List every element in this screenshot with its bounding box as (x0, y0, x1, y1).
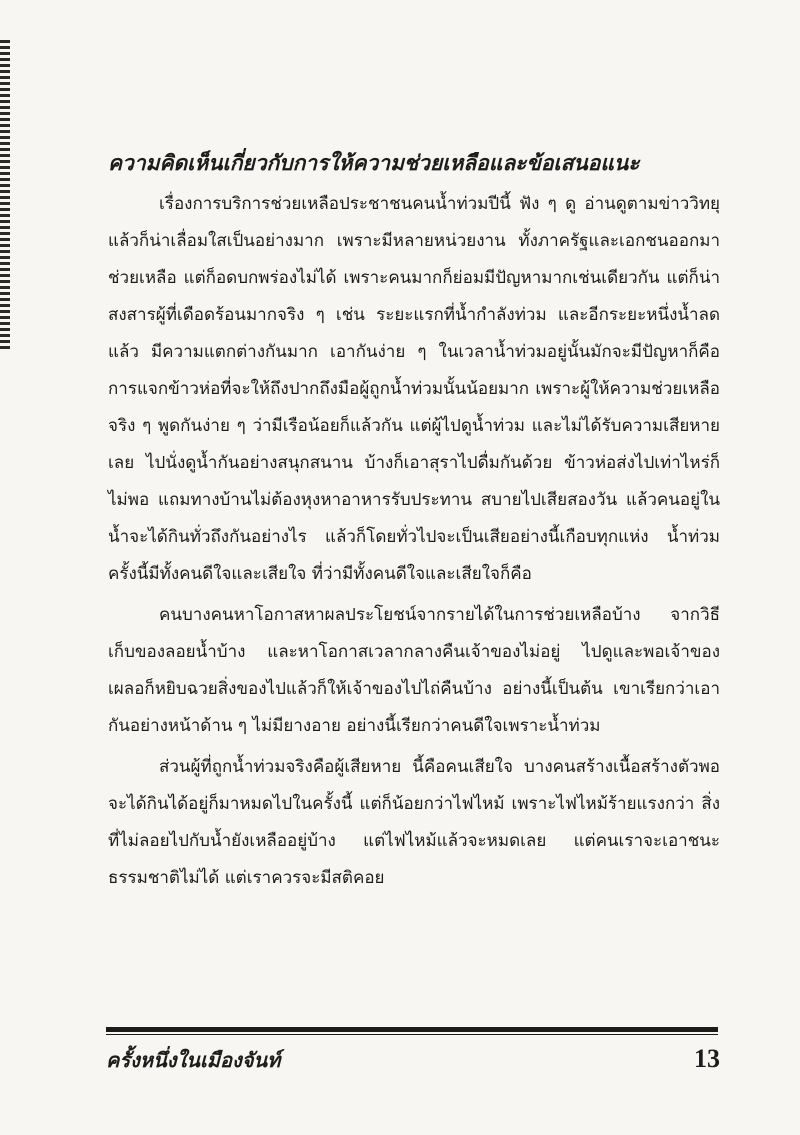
page-number: 13 (694, 1044, 720, 1073)
footer-rule-thick (106, 1027, 718, 1032)
page-body (108, 148, 720, 897)
running-footer-title: ครั้งหนึ่งในเมืองจันท์ (106, 1048, 281, 1072)
paragraph-3: ส่วนผู้ที่ถูกน้ำท่วมจริงคือผู้เสียหาย นี้คือคนเสียใจ บางคนสร้างเนื้อสร้างตัวพอจะได้กินได้อยู่ก็มาหมดไปในครั้งนี้ แต่ก็น้อยกว่าไฟไหม้ เพราะไฟไหม้ร้ายแรงกว่า สิ่งที่ไม่ลอยไปกับน้ำยังเหลืออยู่บ้าง แต่ไฟไหม้แล้วจะหมดเลย แต่คนเราจะเอาชนะธรรมชาติไม่ได้ แต่เราควรจะมีสติคอย (108, 757, 720, 888)
section-heading: ความคิดเห็นเกี่ยวกับการให้ความช่วยเหลือและข้อเสนอแนะ (108, 151, 640, 175)
binding-edge (0, 40, 10, 350)
paragraph-1: เรื่องการบริการช่วยเหลือประชาชนคนน้ำท่วมปีนี้ ฟัง ๆ ดู อ่านดูตามข่าววิทยุแล้วก็น่าเลื่อมใสเป็นอย่างมาก เพราะมีหลายหน่วยงาน ทั้งภาครัฐและเอกชนออกมาช่วยเหลือ แต่ก็อดบกพร่องไม่ได้ เพราะคนมากก็ย่อมมีปัญหามากเช่นเดียวกัน แต่ก็น่าสงสารผู้ที่เดือดร้อนมากจริง ๆ เช่น ระยะแรกที่น้ำกำลังท่วม และอีกระยะหนึ่งน้ำลดแล้ว มีความแตกต่างกันมาก เอากันง่าย ๆ ในเวลาน้ำท่วมอยู่นั้นมักจะมีปัญหาก็คือ การแจกข้าวห่อที่จะให้ถึงปากถึงมือผู้ถูกน้ำท่วมนั้นน้อยมาก เพราะผู้ให้ความช่วยเหลือจริง ๆ พูดกันง่าย ๆ ว่ามีเรือน้อยก็แล้วกัน แต่ผู้ไปดูน้ำท่วม และไม่ได้รับความเสียหายเลย ไปนั่งดูน้ำกันอย่างสนุกสนาน บ้างก็เอาสุราไปดื่มกันด้วย ข้าวห่อส่งไปเท่าไหร่ก็ไม่พอ แถมทางบ้านไม่ต้องหุงหาอาหารรับประทาน สบายไปเสียสองวัน แล้วคนอยู่ในน้ำจะได้กินทั่วถึงกันอย่างไร แล้วก็โดยทั่วไปจะเป็นเสียอย่างนี้เกือบทุกแห่ง น้ำท่วมครั้งนี้มีทั้งคนดีใจและเสียใจ ที่ว่ามีทั้งคนดีใจและเสียใจก็คือ (108, 194, 720, 584)
paragraph-2: คนบางคนหาโอกาสหาผลประโยชน์จากรายได้ในการช่วยเหลือบ้าง จากวิธีเก็บของลอยน้ำบ้าง และหาโอกาสเวลากลางคืนเจ้าของไม่อยู่ ไปดูและพอเจ้าของเผลอก็หยิบฉวยสิ่งของไปแล้วก็ให้เจ้าของไปไถ่คืนบ้าง อย่างนี้เป็นต้น เขาเรียกว่าเอากันอย่างหน้าด้าน ๆ ไม่มียางอาย อย่างนี้เรียกว่าคนดีใจเพราะน้ำท่วม (108, 605, 720, 736)
footer-rule-thin (106, 1034, 718, 1035)
